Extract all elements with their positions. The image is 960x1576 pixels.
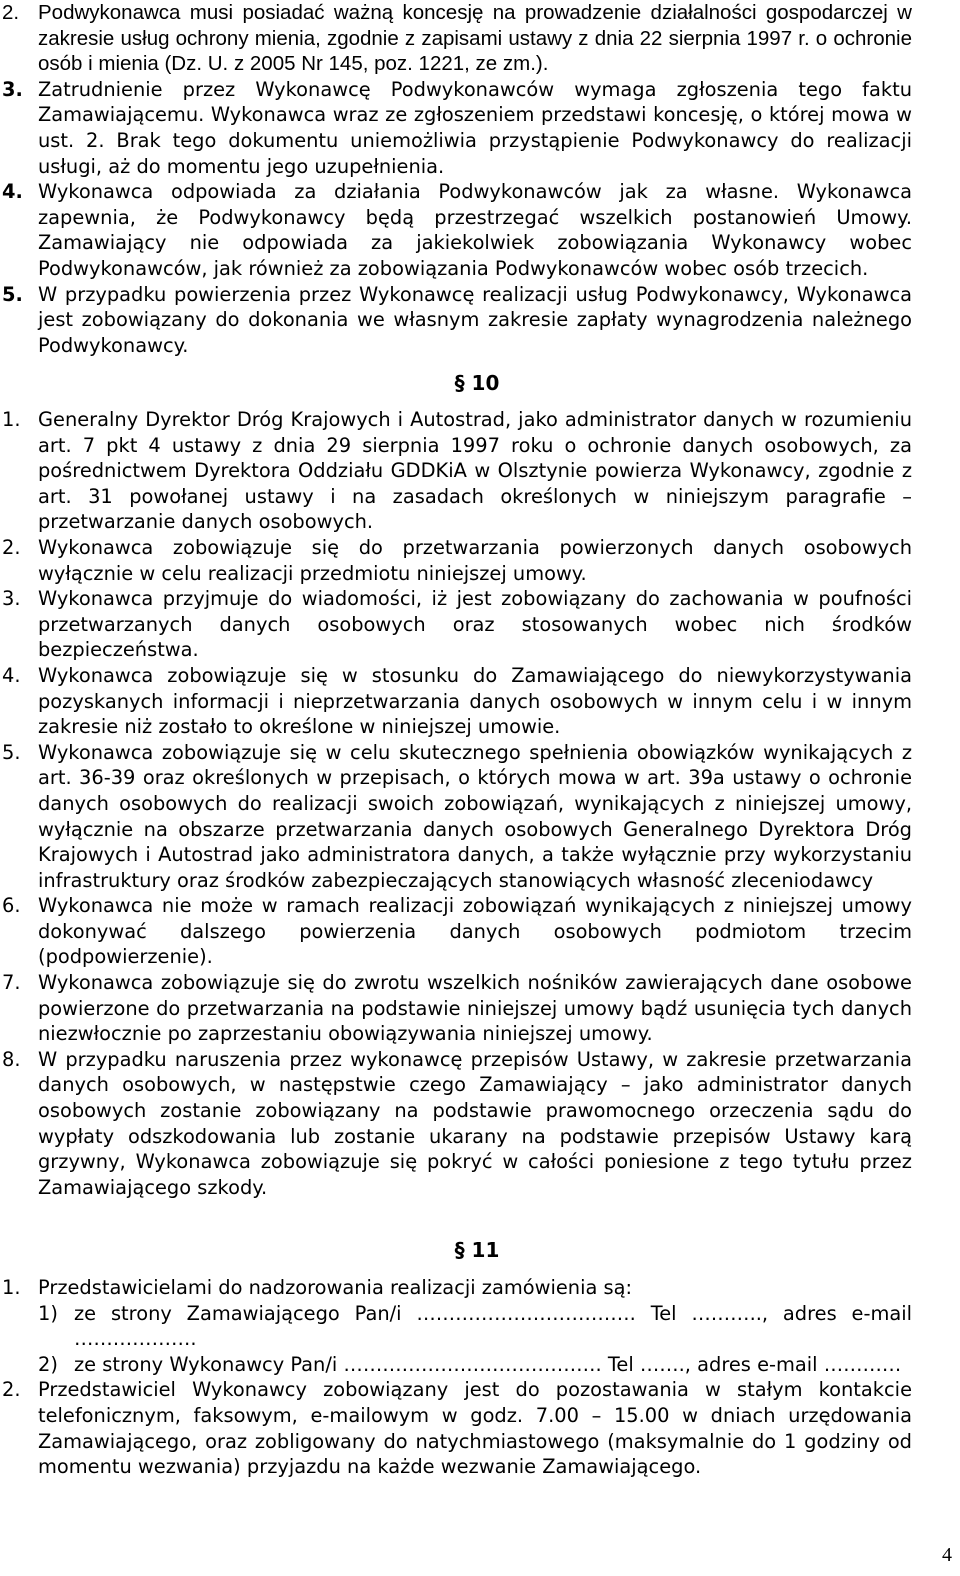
clause-text: Podwykonawca musi posiadać ważną koncesję na prowadzenie działalności gospodarczej w zakresie usług ochrony mienia, zgodnie z zapisami ustawy z dnia 22 sierpnia 1997 r. o ochronie osób i mienia (Dz. U. z 2005 Nr 145, poz. 1221, ze zm.). (38, 1, 912, 76)
clause-number: 6. (2, 894, 21, 918)
subclause-number: 2) (38, 1352, 58, 1376)
clause-text: Wykonawca zobowiązuje się do zwrotu wszelkich nośników zawierających dane osobowe powierzone do przetwarzania na podstawie niniejszej umowy bądź usunięcia tych danych niezwłocznie po zaprzestaniu obowiązywania niniejszej umowy. (38, 971, 912, 1046)
clause-text: Wykonawca odpowiada za działania Podwykonawców jak za własne. Wykonawca zapewnia, że Podwykonawcy będą przestrzegać wszelkich postanowień Umowy. Zamawiający nie odpowiada za jakiekolwiek zobowiązania Wykonawcy wobec Podwykonawców, jak również za zobowiązania Podwykonawców wobec osób trzecich. (38, 180, 912, 280)
clause-item (0, 663, 912, 740)
section-10-clauses (0, 407, 912, 1200)
clause-item (0, 1047, 912, 1201)
clause-text: Przedstawicielami do nadzorowania realizacji zamówienia są: (38, 1276, 633, 1299)
clause-number: 1. (2, 408, 21, 431)
clause-text: Wykonawca zobowiązuje się w celu skutecznego spełnienia obowiązków wynikających z art. 36-39 oraz określonych w przepisach, o których mowa w art. 39a ustawy o ochronie danych osobowych do realizacji swoich zobowiązań, wynikających z niniejszej umowy, wyłącznie na obszarze przetwarzania danych osobowych Generalnego Dyrektora Dróg Krajowych i Autostrad jako administratora danych, a także wyłącznie przy wykorzystaniu infrastruktury oraz środków zabezpieczających stanowiących własność zleceniodawcy (38, 740, 912, 892)
clause-item (0, 893, 912, 970)
section-11-clauses (0, 1275, 912, 1480)
clause-text: Wykonawca zobowiązuje się do przetwarzania powierzonych danych osobowych wyłącznie w celu realizacji przedmiotu niniejszej umowy. (38, 535, 912, 585)
clause-number: 3. (2, 587, 21, 611)
section-title: § 10 (454, 371, 500, 395)
page-number: 4 (942, 1544, 952, 1566)
clause-number: 4. (2, 180, 23, 204)
clause-number: 8. (2, 1047, 21, 1071)
subclause-number: 1) (38, 1301, 58, 1325)
clause-text: Wykonawca nie może w ramach realizacji zobowiązań wynikających z niniejszej umowy dokonywać dalszego powierzenia danych osobowych podmiotom trzecim (podpowierzenie). (38, 894, 912, 969)
clause-number: 4. (2, 663, 21, 687)
clause-item (0, 586, 912, 663)
section-heading-10 (0, 370, 960, 396)
clause-item (0, 740, 912, 894)
clause-number: 7. (2, 971, 21, 995)
clause-item (0, 970, 912, 1047)
clause-item (0, 0, 912, 77)
section-title: § 11 (454, 1238, 500, 1262)
clause-text: Generalny Dyrektor Dróg Krajowych i Autostrad, jako administrator danych w rozumieniu art. 7 pkt 4 ustawy z dnia 29 sierpnia 1997 roku o ochronie danych osobowych, za pośrednictwem Dyrektora Oddziału GDDKiA w Olsztynie powierza Wykonawcy, zgodnie z art. 31 powołanej ustawy i na zasadach określonych w niniejszym paragrafie – przetwarzanie danych osobowych. (38, 408, 912, 534)
subclause-text: ze strony Wykonawcy Pan/i …………………………………. Tel ……., adres e-mail ………… (74, 1352, 902, 1376)
clause-item (0, 1377, 912, 1479)
clause-number: 2. (2, 1378, 21, 1402)
clause-item (0, 407, 912, 535)
section-heading-11 (0, 1237, 960, 1263)
clause-text: Wykonawca przyjmuje do wiadomości, iż jest zobowiązany do zachowania w poufności przetwarzanych danych osobowych oraz stosowanych wobec nich środków bezpieczeństwa. (38, 587, 912, 662)
subcontractor-clauses (0, 0, 912, 358)
clause-number: 5. (2, 740, 21, 764)
clause-item (0, 282, 912, 359)
clause-number: 2. (2, 1, 20, 24)
clause-text: Zatrudnienie przez Wykonawcę Podwykonawców wymaga zgłoszenia tego faktu Zamawiającemu. Wykonawca wraz ze zgłoszeniem przedstawi koncesję, o której mowa w ust. 2. Brak tego dokumentu uniemożliwia przystąpienie Podwykonawcy do realizacji usługi, aż do momentu jego uzupełnienia. (38, 77, 912, 178)
clause-item (0, 535, 912, 586)
clause-item (0, 179, 912, 281)
clause-item (0, 1275, 912, 1301)
clause-number: 5. (2, 282, 23, 306)
clause-number: 3. (2, 77, 23, 101)
clause-text: W przypadku powierzenia przez Wykonawcę realizacji usług Podwykonawcy, Wykonawca jest zobowiązany do dokonania we własnym zakresie zapłaty wynagrodzenia należnego Podwykonawcy. (38, 282, 912, 357)
clause-item (0, 77, 912, 179)
clause-text: Wykonawca zobowiązuje się w stosunku do Zamawiającego do niewykorzystywania pozyskanych informacji i nieprzetwarzania danych osobowych w innym celu i w innym zakresie niż zostało to określone w niniejszej umowie. (38, 663, 912, 739)
clause-number: 1. (2, 1276, 21, 1299)
clause-text: W przypadku naruszenia przez wykonawcę przepisów Ustawy, w zakresie przetwarzania danych osobowych, w następstwie czego Zamawiający – jako administrator danych osobowych zostanie zobowiązany na podstawie prawomocnego orzeczenia sądu do wypłaty odszkodowania lub zostanie ukarany na podstawie przepisów Ustawy karą grzywny, Wykonawca zobowiązuje się pokryć w całości poniesione z tego tytułu przez Zamawiającego szkody. (38, 1047, 912, 1199)
clause-number: 2. (2, 535, 21, 559)
subclause-text: ze strony Zamawiającego Pan/i ……………………………. Tel ……….., adres e-mail ………………. (74, 1301, 912, 1351)
representative-entry-employer (0, 1301, 912, 1352)
representative-entry-contractor (0, 1352, 912, 1378)
clause-text: Przedstawiciel Wykonawcy zobowiązany jest do pozostawania w stałym kontakcie telefonicznym, faksowym, e-mailowym w godz. 7.00 – 15.00 w dniach urzędowania Zamawiającego, oraz zobligowany do natychmiastowego (maksymalnie do 1 godziny od momentu wezwania) przyjazdu na każde wezwanie Zamawiającego. (38, 1378, 912, 1479)
